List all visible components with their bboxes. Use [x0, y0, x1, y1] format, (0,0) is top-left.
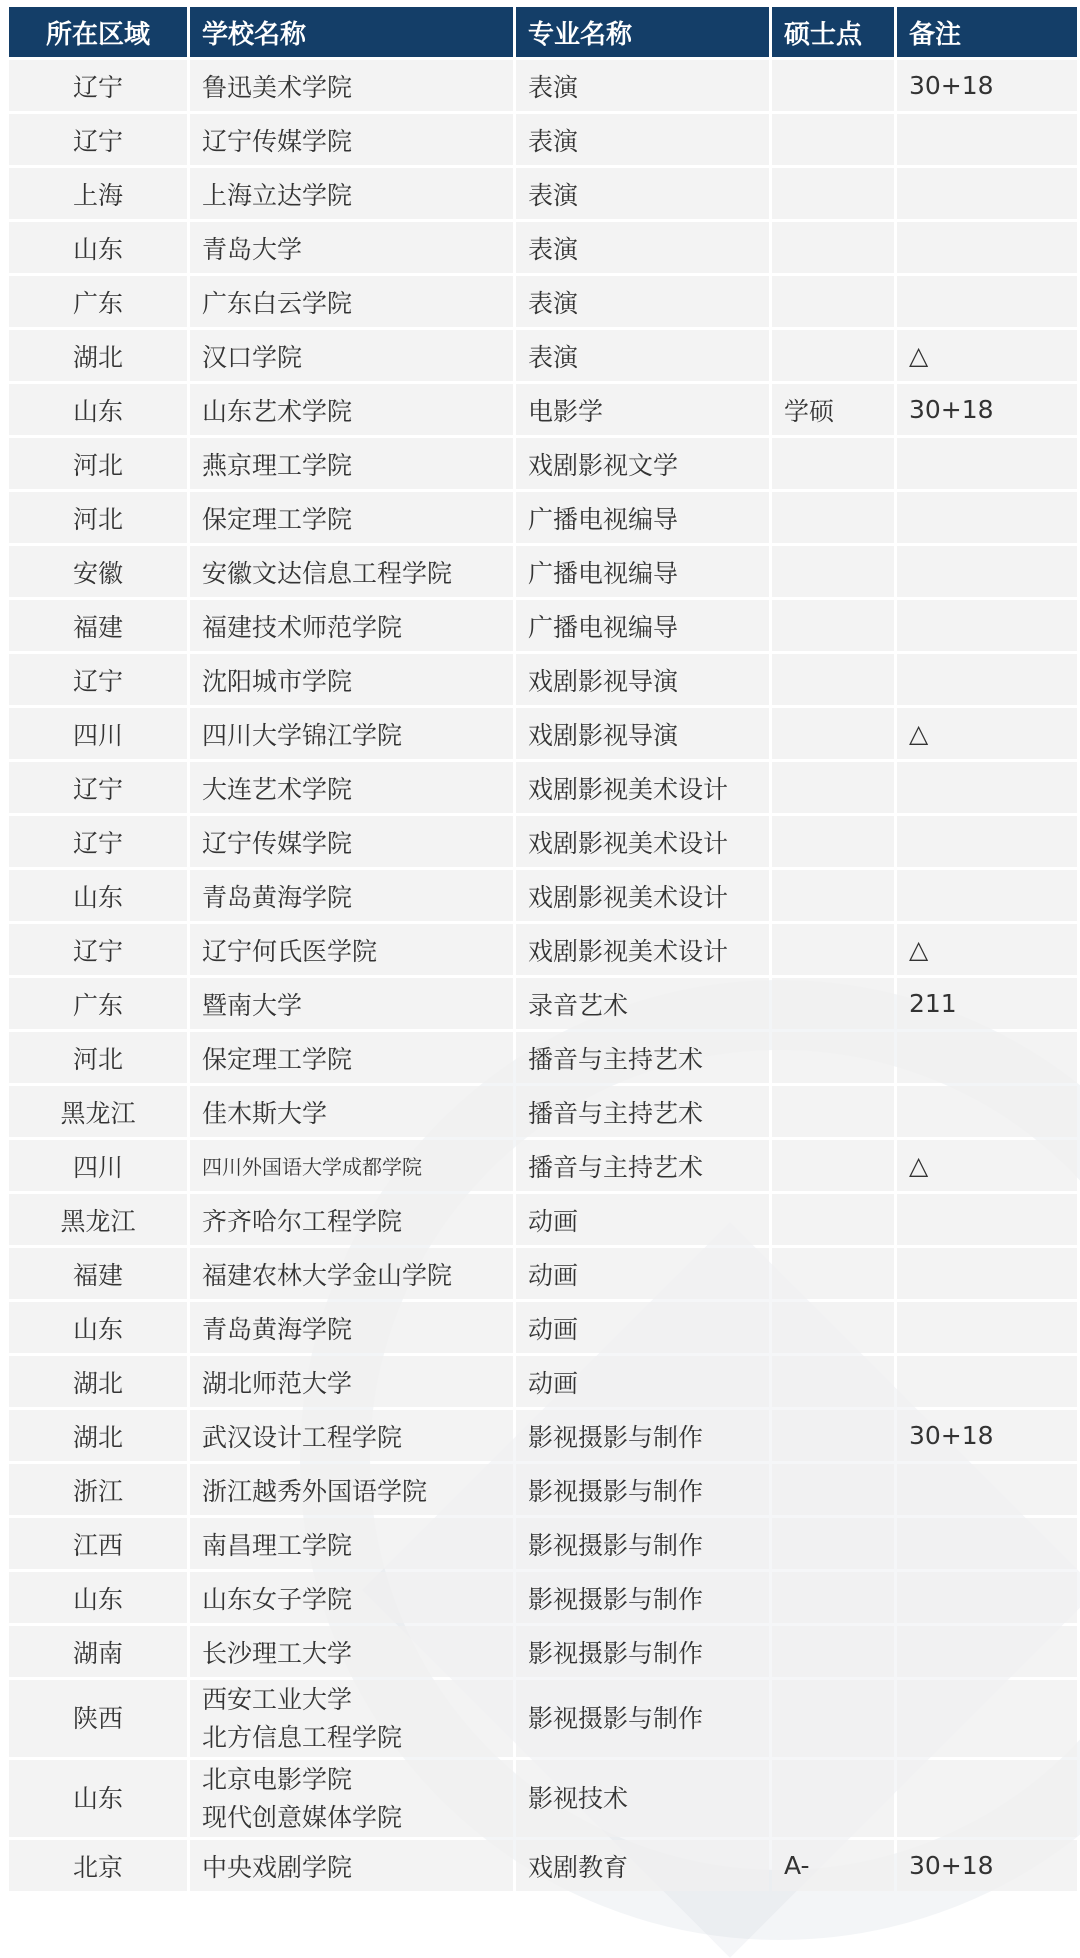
cell-note: △: [897, 330, 1077, 381]
table-row: [9, 222, 1077, 273]
cell-master: [772, 1572, 894, 1623]
cell-region: 北京: [9, 1840, 187, 1891]
header-region: 所在区域: [9, 7, 187, 57]
cell-note: 30+18: [897, 60, 1077, 111]
school-name-line: 福建技术师范学院: [202, 612, 403, 642]
cell-region: 湖北: [9, 1356, 187, 1407]
cell-major: 表演: [516, 114, 769, 165]
cell-major: 动画: [516, 1356, 769, 1407]
cell-major: 表演: [516, 276, 769, 327]
cell-major: 表演: [516, 222, 769, 273]
cell-region: 黑龙江: [9, 1194, 187, 1245]
cell-region: 河北: [9, 438, 187, 489]
cell-major: 录音艺术: [516, 978, 769, 1029]
cell-region: 福建: [9, 1248, 187, 1299]
cell-master: [772, 1140, 894, 1191]
cell-major: 广播电视编导: [516, 492, 769, 543]
cell-master: [772, 762, 894, 813]
cell-note: [897, 1086, 1077, 1137]
cell-region: 陕西: [9, 1680, 187, 1757]
cell-major: 动画: [516, 1248, 769, 1299]
cell-region: 辽宁: [9, 114, 187, 165]
cell-major: 戏剧影视导演: [516, 708, 769, 759]
cell-major: 动画: [516, 1302, 769, 1353]
school-major-table: [6, 4, 1080, 1894]
cell-major: 动画: [516, 1194, 769, 1245]
table-row: [9, 1572, 1077, 1623]
cell-school: [190, 1840, 513, 1891]
cell-major: 电影学: [516, 384, 769, 435]
cell-school: [190, 330, 513, 381]
cell-note: [897, 1626, 1077, 1677]
cell-note: [897, 654, 1077, 705]
cell-master: [772, 654, 894, 705]
cell-note: [897, 222, 1077, 273]
cell-master: A-: [772, 1840, 894, 1891]
table-body: [9, 60, 1077, 1891]
table-row: [9, 870, 1077, 921]
cell-region: 山东: [9, 384, 187, 435]
school-name-line: 佳木斯大学: [202, 1098, 328, 1128]
table-row: [9, 492, 1077, 543]
cell-master: [772, 1032, 894, 1083]
cell-master: [772, 60, 894, 111]
school-name-line: 湖北师范大学: [202, 1368, 353, 1398]
cell-region: 黑龙江: [9, 1086, 187, 1137]
cell-region: 辽宁: [9, 924, 187, 975]
cell-major: 影视摄影与制作: [516, 1464, 769, 1515]
school-name-line: 辽宁何氏医学院: [202, 936, 378, 966]
cell-major: 戏剧影视文学: [516, 438, 769, 489]
table-row: [9, 60, 1077, 111]
school-name-line: 沈阳城市学院: [202, 666, 353, 696]
cell-master: [772, 1518, 894, 1569]
cell-major: 影视摄影与制作: [516, 1680, 769, 1757]
cell-note: [897, 1464, 1077, 1515]
cell-note: [897, 870, 1077, 921]
cell-region: 辽宁: [9, 816, 187, 867]
cell-master: [772, 276, 894, 327]
school-name-line: 中央戏剧学院: [202, 1852, 353, 1882]
cell-master: [772, 816, 894, 867]
school-name-line: 四川外国语大学成都学院: [202, 1155, 422, 1179]
cell-major: 影视技术: [516, 1760, 769, 1837]
table-row: [9, 600, 1077, 651]
cell-region: 广东: [9, 276, 187, 327]
cell-school: [190, 600, 513, 651]
cell-major: 影视摄影与制作: [516, 1518, 769, 1569]
cell-master: [772, 492, 894, 543]
cell-region: 河北: [9, 1032, 187, 1083]
cell-note: [897, 1680, 1077, 1757]
table-row: [9, 708, 1077, 759]
table-row: [9, 1356, 1077, 1407]
cell-note: △: [897, 1140, 1077, 1191]
cell-school: [190, 60, 513, 111]
cell-master: [772, 870, 894, 921]
table-row: [9, 1194, 1077, 1245]
cell-school: [190, 1194, 513, 1245]
cell-note: [897, 1302, 1077, 1353]
cell-school: [190, 222, 513, 273]
school-name-line: 山东女子学院: [202, 1584, 353, 1614]
cell-note: [897, 438, 1077, 489]
cell-note: [897, 1248, 1077, 1299]
school-name-line: 武汉设计工程学院: [202, 1422, 403, 1452]
cell-major: 戏剧影视美术设计: [516, 762, 769, 813]
school-name-line: 福建农林大学金山学院: [202, 1260, 453, 1290]
cell-note: [897, 492, 1077, 543]
table-row: [9, 1464, 1077, 1515]
cell-note: [897, 276, 1077, 327]
cell-note: [897, 546, 1077, 597]
cell-master: [772, 438, 894, 489]
table-row: [9, 816, 1077, 867]
cell-note: 30+18: [897, 1840, 1077, 1891]
cell-school: [190, 1760, 513, 1837]
school-name-line: 辽宁传媒学院: [202, 828, 353, 858]
cell-master: [772, 1248, 894, 1299]
cell-school: [190, 762, 513, 813]
cell-region: 山东: [9, 870, 187, 921]
cell-major: 播音与主持艺术: [516, 1140, 769, 1191]
school-name-line: 辽宁传媒学院: [202, 126, 353, 156]
cell-note: [897, 1760, 1077, 1837]
school-name-line: 山东艺术学院: [202, 396, 353, 426]
table-row: [9, 1760, 1077, 1837]
cell-master: [772, 708, 894, 759]
cell-school: [190, 1518, 513, 1569]
cell-major: 影视摄影与制作: [516, 1410, 769, 1461]
cell-note: 30+18: [897, 384, 1077, 435]
table-row: [9, 276, 1077, 327]
table-row: [9, 1086, 1077, 1137]
table-row: [9, 1302, 1077, 1353]
school-name-line: 青岛黄海学院: [202, 882, 353, 912]
cell-region: 山东: [9, 1302, 187, 1353]
cell-region: 山东: [9, 1572, 187, 1623]
cell-master: [772, 1410, 894, 1461]
cell-note: [897, 1518, 1077, 1569]
cell-master: [772, 1464, 894, 1515]
school-name-line: 浙江越秀外国语学院: [202, 1476, 428, 1506]
cell-note: [897, 1572, 1077, 1623]
table-row: [9, 330, 1077, 381]
cell-master: [772, 546, 894, 597]
cell-region: 辽宁: [9, 60, 187, 111]
cell-region: 四川: [9, 708, 187, 759]
cell-note: [897, 1356, 1077, 1407]
table-row: [9, 762, 1077, 813]
table-row: [9, 1840, 1077, 1891]
cell-master: [772, 1680, 894, 1757]
cell-master: [772, 600, 894, 651]
table-row: [9, 546, 1077, 597]
school-name-line: 青岛黄海学院: [202, 1314, 353, 1344]
table-row: [9, 1248, 1077, 1299]
cell-school: [190, 168, 513, 219]
cell-school: [190, 1464, 513, 1515]
cell-note: [897, 1194, 1077, 1245]
school-name-line: 暨南大学: [202, 990, 303, 1020]
cell-master: [772, 1760, 894, 1837]
cell-region: 湖北: [9, 1410, 187, 1461]
cell-major: 表演: [516, 60, 769, 111]
school-name-line: 汉口学院: [202, 342, 303, 372]
cell-region: 山东: [9, 222, 187, 273]
cell-region: 河北: [9, 492, 187, 543]
cell-master: [772, 1356, 894, 1407]
school-name-line: 安徽文达信息工程学院: [202, 558, 453, 588]
school-name-line: 鲁迅美术学院: [202, 72, 353, 102]
school-name-line: 保定理工学院: [202, 504, 353, 534]
header-major: 专业名称: [516, 7, 769, 57]
header-school: 学校名称: [190, 7, 513, 57]
school-name-line: 西安工业大学: [202, 1684, 353, 1714]
table-row: [9, 168, 1077, 219]
cell-region: 辽宁: [9, 654, 187, 705]
school-name-line: 保定理工学院: [202, 1044, 353, 1074]
cell-school: [190, 276, 513, 327]
table-row: [9, 654, 1077, 705]
cell-major: 戏剧影视美术设计: [516, 816, 769, 867]
school-name-line: 大连艺术学院: [202, 774, 353, 804]
cell-school: [190, 870, 513, 921]
cell-school: [190, 654, 513, 705]
cell-region: 广东: [9, 978, 187, 1029]
cell-school: [190, 816, 513, 867]
cell-region: 江西: [9, 1518, 187, 1569]
header-note: 备注: [897, 7, 1077, 57]
cell-master: 学硕: [772, 384, 894, 435]
cell-region: 四川: [9, 1140, 187, 1191]
cell-school: [190, 1626, 513, 1677]
cell-school: [190, 1140, 513, 1191]
cell-note: △: [897, 924, 1077, 975]
school-name-line: 上海立达学院: [202, 180, 353, 210]
cell-school: [190, 1410, 513, 1461]
cell-major: 广播电视编导: [516, 600, 769, 651]
cell-note: [897, 762, 1077, 813]
cell-region: 福建: [9, 600, 187, 651]
cell-master: [772, 1302, 894, 1353]
cell-school: [190, 1302, 513, 1353]
cell-school: [190, 1032, 513, 1083]
table-row: [9, 1680, 1077, 1757]
cell-master: [772, 1626, 894, 1677]
school-name-line: 长沙理工大学: [202, 1638, 353, 1668]
school-name-line: 北京电影学院: [202, 1764, 353, 1794]
cell-master: [772, 1086, 894, 1137]
cell-note: [897, 114, 1077, 165]
cell-major: 播音与主持艺术: [516, 1086, 769, 1137]
table-row: [9, 384, 1077, 435]
table-row: [9, 114, 1077, 165]
cell-school: [190, 978, 513, 1029]
table-row: [9, 1518, 1077, 1569]
cell-school: [190, 708, 513, 759]
cell-region: 上海: [9, 168, 187, 219]
table-row: [9, 1410, 1077, 1461]
cell-school: [190, 114, 513, 165]
cell-note: [897, 600, 1077, 651]
school-name-line: 北方信息工程学院: [202, 1722, 403, 1752]
cell-master: [772, 924, 894, 975]
cell-master: [772, 222, 894, 273]
table-row: [9, 924, 1077, 975]
cell-master: [772, 168, 894, 219]
table-header-row: [9, 7, 1077, 57]
cell-major: 广播电视编导: [516, 546, 769, 597]
cell-master: [772, 114, 894, 165]
cell-school: [190, 924, 513, 975]
cell-region: 辽宁: [9, 762, 187, 813]
cell-note: [897, 816, 1077, 867]
school-name-line: 四川大学锦江学院: [202, 720, 403, 750]
cell-school: [190, 1086, 513, 1137]
cell-region: 湖北: [9, 330, 187, 381]
cell-note: △: [897, 708, 1077, 759]
cell-major: 戏剧影视美术设计: [516, 924, 769, 975]
cell-school: [190, 492, 513, 543]
cell-note: [897, 1032, 1077, 1083]
cell-school: [190, 438, 513, 489]
cell-master: [772, 1194, 894, 1245]
cell-major: 戏剧教育: [516, 1840, 769, 1891]
cell-major: 影视摄影与制作: [516, 1572, 769, 1623]
table-row: [9, 1140, 1077, 1191]
cell-school: [190, 1356, 513, 1407]
school-name-line: 南昌理工学院: [202, 1530, 353, 1560]
cell-school: [190, 546, 513, 597]
cell-note: [897, 168, 1077, 219]
cell-major: 播音与主持艺术: [516, 1032, 769, 1083]
cell-school: [190, 1680, 513, 1757]
cell-school: [190, 1572, 513, 1623]
cell-master: [772, 978, 894, 1029]
cell-school: [190, 384, 513, 435]
cell-region: 湖南: [9, 1626, 187, 1677]
table-row: [9, 978, 1077, 1029]
cell-master: [772, 330, 894, 381]
cell-school: [190, 1248, 513, 1299]
cell-major: 戏剧影视美术设计: [516, 870, 769, 921]
cell-region: 浙江: [9, 1464, 187, 1515]
cell-region: 山东: [9, 1760, 187, 1837]
cell-major: 表演: [516, 330, 769, 381]
table-row: [9, 438, 1077, 489]
cell-note: 30+18: [897, 1410, 1077, 1461]
school-name-line: 现代创意媒体学院: [202, 1802, 403, 1832]
cell-major: 影视摄影与制作: [516, 1626, 769, 1677]
cell-major: 戏剧影视导演: [516, 654, 769, 705]
table-row: [9, 1626, 1077, 1677]
table-row: [9, 1032, 1077, 1083]
cell-major: 表演: [516, 168, 769, 219]
school-name-line: 广东白云学院: [202, 288, 353, 318]
header-master: 硕士点: [772, 7, 894, 57]
cell-note: 211: [897, 978, 1077, 1029]
cell-region: 安徽: [9, 546, 187, 597]
school-name-line: 齐齐哈尔工程学院: [202, 1206, 403, 1236]
school-name-line: 青岛大学: [202, 234, 303, 264]
school-name-line: 燕京理工学院: [202, 450, 353, 480]
